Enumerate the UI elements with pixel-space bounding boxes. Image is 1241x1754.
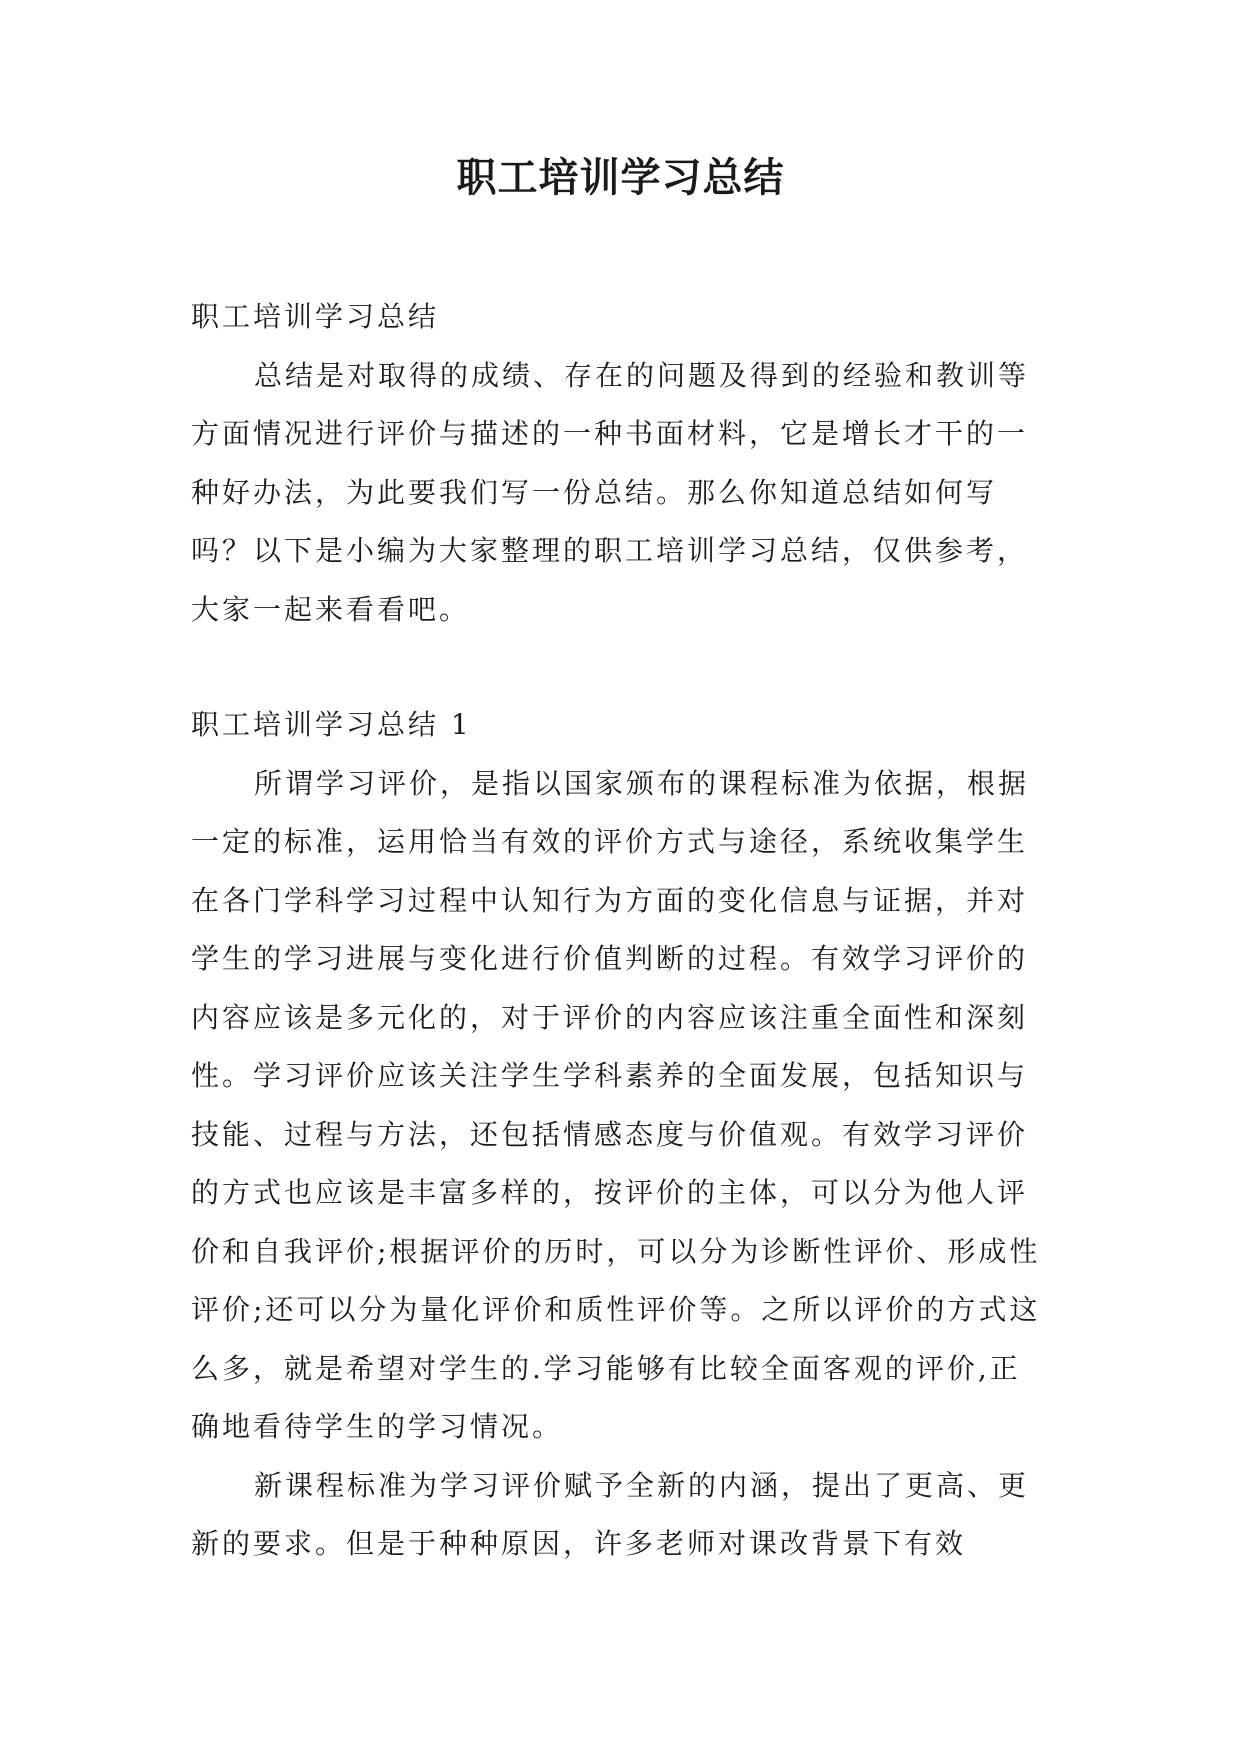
intro-paragraph: 总结是对取得的成绩、存在的问题及得到的经验和教训等方面情况进行评价与描述的一种书面材料，它是增长才干的一种好办法，为此要我们写一份总结。那么你知道总结如何写吗？以下是小编为大家整理的职工培训学习总结，仅供参考，大家一起来看看吧。 [191, 358, 1030, 626]
section-1-paragraph-1: 所谓学习评价，是指以国家颁布的课程标准为依据，根据一定的标准，运用恰当有效的评价方式与途径，系统收集学生在各门学科学习过程中认知行为方面的变化信息与证据，并对学生的学习进展与变化进行价值判断的过程。有效学习评价的内容应该是多元化的，对于评价的内容应该注重全面性和深刻性。学习评价应该关注学生学科素养的全面发展，包括知识与技能、过程与方法，还包括情感态度与价值观。有效学习评价的方式也应该是丰富多样的，按评价的主体，可以分为他人评价和自我评价;根据评价的历时，可以分为诊断性评价、形成性评价;还可以分为量化评价和质性评价等。之所以评价的方式这么多，就是希望对学生的.学习能够有比较全面客观的评价,正确地看待学生的学习情况。 [191, 766, 1041, 1443]
section-1-heading: 职工培训学习总结 1 [191, 708, 472, 741]
document-title: 职工培训学习总结 [456, 154, 785, 201]
section-1 [191, 696, 1051, 1574]
intro-subtitle: 职工培训学习总结 [191, 300, 440, 333]
intro-section [191, 288, 1051, 639]
section-1-paragraph-2: 新课程标准为学习评价赋予全新的内涵，提出了更高、更新的要求。但是于种种原因，许多老师对课改背景下有效 [191, 1468, 1030, 1560]
